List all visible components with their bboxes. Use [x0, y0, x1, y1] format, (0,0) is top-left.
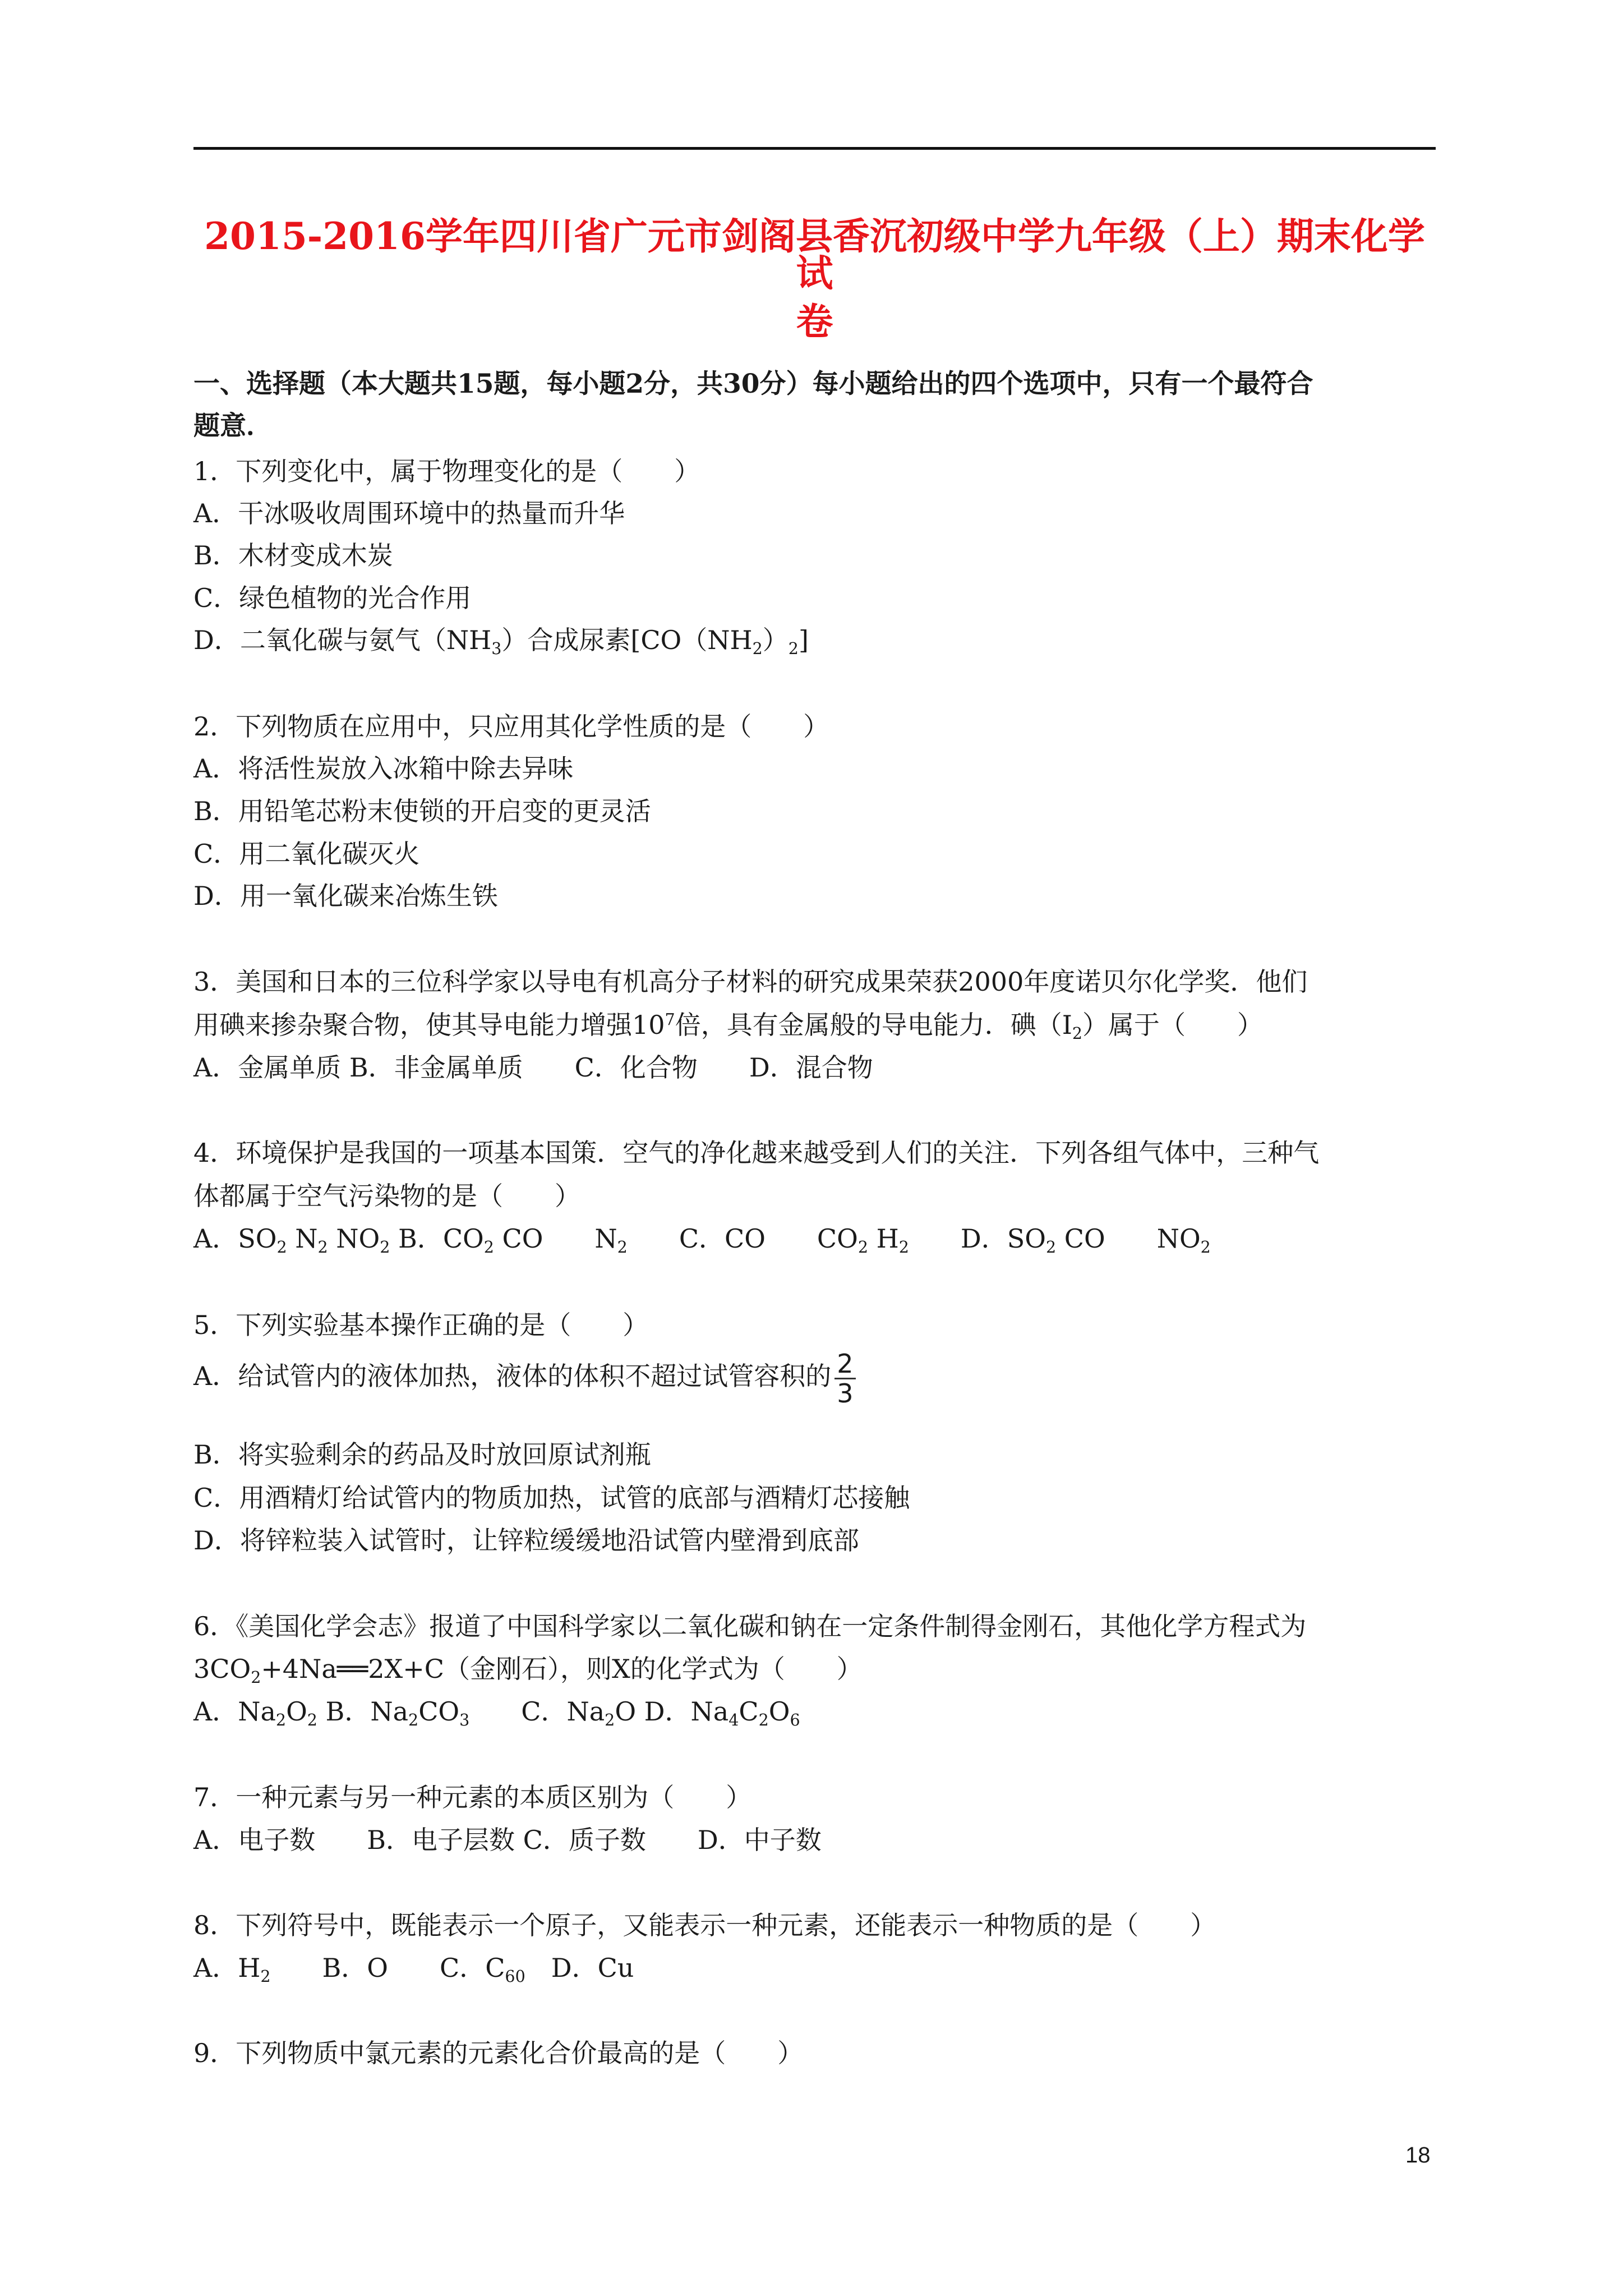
- q2-option-d: D．用一氧化碳来冶炼生铁: [193, 881, 498, 911]
- q1-option-b: B．木材变成木炭: [193, 540, 393, 570]
- q6-stem-line-2: $3CO_2+4Na══2X+C$（金刚石），则X的化学式为（ ）: [193, 1654, 863, 1687]
- q3-stem-line-2: 用碘来掺杂聚合物，使其导电能力增强$10^7$倍，具有金属般的导电能力．碘$(I_2)$属于（ ）: [193, 1010, 1264, 1043]
- q1-option-d: D．二氧化碳与氨气$(NH_3)$合成尿素$[CO(NH_2)_2]$: [193, 625, 809, 659]
- q5-option-b: B．将实验剩余的药品及时放回原试剂瓶: [193, 1439, 651, 1470]
- page-number: 18: [1405, 2143, 1431, 2168]
- q3-options: A．金属单质 B．非金属单质 C．化合物 D．混合物: [193, 1052, 873, 1083]
- section-heading-line-1: 一、选择题（本大题共15题，每小题2分，共30分）每小题给出的四个选项中，只有一个最符合: [193, 369, 1313, 399]
- q2-stem: 2．下列物质在应用中，只应用其化学性质的是（ ）: [193, 711, 829, 742]
- q9-stem: 9．下列物质中氯元素的元素化合价最高的是（ ）: [193, 2038, 804, 2068]
- q4-stem-line-1: 4．环境保护是我国的一项基本国策．空气的净化越来越受到人们的关注．下列各组气体中，三种气: [193, 1138, 1320, 1168]
- q2-option-c: C．用二氧化碳灭火: [193, 839, 420, 869]
- q1-stem: 1．下列变化中，属于物理变化的是（ ）: [193, 456, 700, 486]
- fraction-two-thirds: $\frac{2}{3}$: [834, 1350, 855, 1407]
- q5-option-d: D．将锌粒装入试管时，让锌粒缓缓地沿试管内壁滑到底部: [193, 1525, 859, 1556]
- q3-stem-line-1: 3．美国和日本的三位科学家以导电有机高分子材料的研究成果荣获2000年度诺贝尔化学奖．他们: [193, 967, 1308, 997]
- q4-options: A．$SO_2$ $N_2$ $NO_2$ B．$CO_2$ CO $N_2$ C．CO $CO_2$ $H_2$ D．$SO_2$ CO $NO_2$: [193, 1223, 1211, 1257]
- q4-stem-line-2: 体都属于空气污染物的是（ ）: [193, 1181, 580, 1211]
- top-rule: [193, 147, 1436, 150]
- q7-options: A．电子数 B．电子层数 C．质子数 D．中子数: [193, 1825, 822, 1855]
- q5-option-c: C．用酒精灯给试管内的物质加热，试管的底部与酒精灯芯接触: [193, 1483, 910, 1513]
- document-title-line-2: 卷: [796, 300, 833, 343]
- q6-stem-line-1: 6．《美国化学会志》报道了中国科学家以二氧化碳和钠在一定条件制得金刚石，其他化学方程式为: [193, 1611, 1307, 1641]
- section-heading-line-2: 题意．: [193, 411, 273, 441]
- q2-option-a: A．将活性炭放入冰箱中除去异味: [193, 753, 574, 784]
- q8-stem: 8．下列符号中，既能表示一个原子，又能表示一种元素，还能表示一种物质的是（ ）: [193, 1910, 1216, 1940]
- q1-option-c: C．绿色植物的光合作用: [193, 583, 472, 613]
- q5-option-a: A．给试管内的液体加热，液体的体积不超过试管容积的 $\frac{2}{3}$: [193, 1345, 856, 1407]
- q5-stem: 5．下列实验基本操作正确的是（ ）: [193, 1310, 649, 1340]
- q2-option-b: B．用铅笔芯粉末使锁的开启变的更灵活: [193, 796, 651, 826]
- q6-options: A．$Na_2O_2$ B．$Na_2CO_3$ C．$Na_2O$ D．$Na_4C_2O_6$: [193, 1696, 800, 1730]
- document-title-line-1: 2015-2016学年四川省广元市剑阁县香沉初级中学九年级（上）期末化学试: [204, 214, 1425, 295]
- q7-stem: 7．一种元素与另一种元素的本质区别为（ ）: [193, 1782, 752, 1812]
- q8-options: A．$H_2$ B．O C．$C_{60}$ D．Cu: [193, 1953, 634, 1986]
- q1-option-a: A．干冰吸收周围环境中的热量而升华: [193, 498, 625, 528]
